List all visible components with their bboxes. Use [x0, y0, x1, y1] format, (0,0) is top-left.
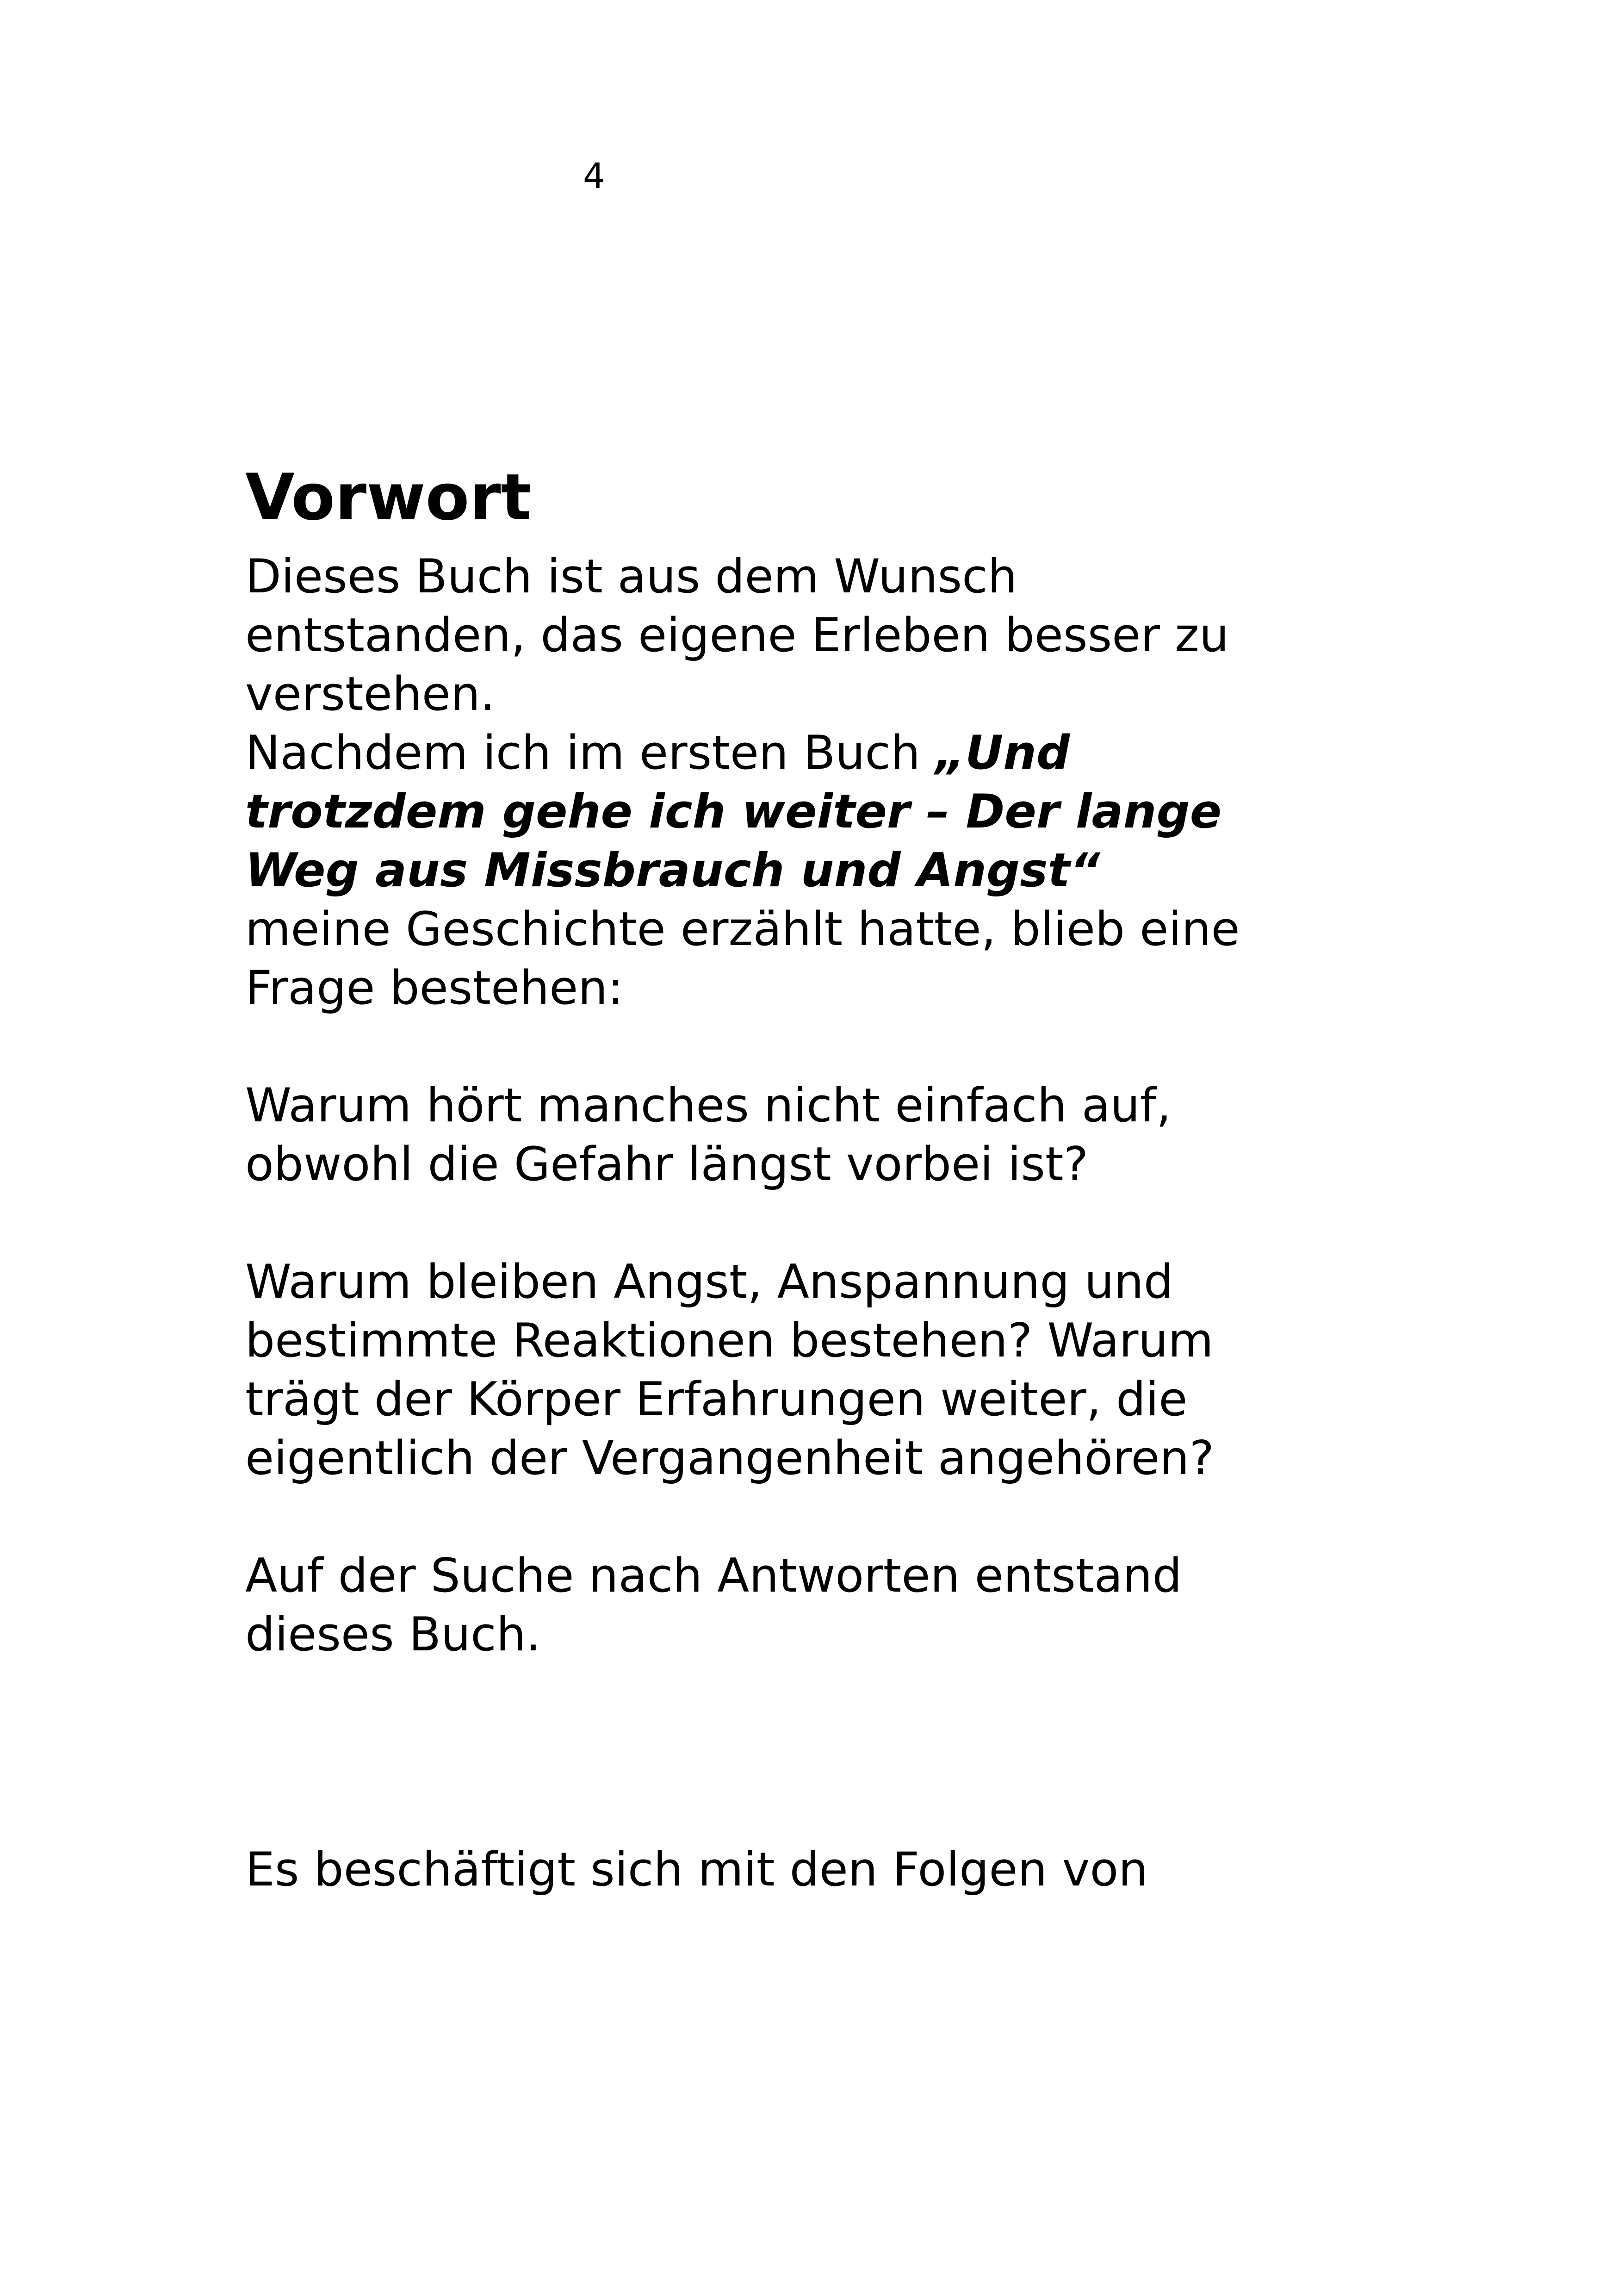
- book-title-line: trotzdem gehe ich weiter – Der lange: [245, 784, 1222, 839]
- text-line: [245, 723, 1587, 782]
- text-line: Warum hört manches nicht einfach auf,: [245, 1078, 1172, 1132]
- text-line: Auf der Suche nach Antworten entstand: [245, 1548, 1182, 1603]
- book-title-start: „Und: [935, 725, 1070, 780]
- text-line: entstanden, das eigene Erleben besser zu: [245, 608, 1229, 662]
- paragraph-question-1: [245, 1076, 1587, 1194]
- paragraph-search: [245, 1546, 1587, 1664]
- paragraph-intro: [245, 547, 1587, 1017]
- page-number: 4: [583, 156, 605, 196]
- text-line: meine Geschichte erzählt hatte, blieb eine: [245, 902, 1240, 956]
- text-line: Es beschäftigt sich mit den Folgen von: [245, 1842, 1148, 1897]
- text-line: Frage bestehen:: [245, 960, 624, 1015]
- text-line: obwohl die Gefahr längst vorbei ist?: [245, 1137, 1089, 1191]
- text-line: trägt der Körper Erfahrungen weiter, die: [245, 1372, 1188, 1426]
- text-line: verstehen.: [245, 666, 496, 721]
- text-line: bestimmte Reaktionen bestehen? Warum: [245, 1313, 1214, 1368]
- text-line: Dieses Buch ist aus dem Wunsch: [245, 549, 1017, 604]
- text-line: dieses Buch.: [245, 1607, 541, 1661]
- page-content: [245, 458, 1587, 1899]
- text-line: eigentlich der Vergangenheit angehören?: [245, 1431, 1215, 1485]
- paragraph-question-2: [245, 1252, 1587, 1487]
- text-segment: Nachdem ich im ersten Buch: [245, 725, 936, 780]
- text-line: Warum bleiben Angst, Anspannung und: [245, 1254, 1173, 1309]
- page-title: Vorwort: [245, 460, 532, 535]
- paragraph-continuation: [245, 1840, 1587, 1899]
- book-title-line: Weg aus Missbrauch und Angst“: [245, 843, 1100, 897]
